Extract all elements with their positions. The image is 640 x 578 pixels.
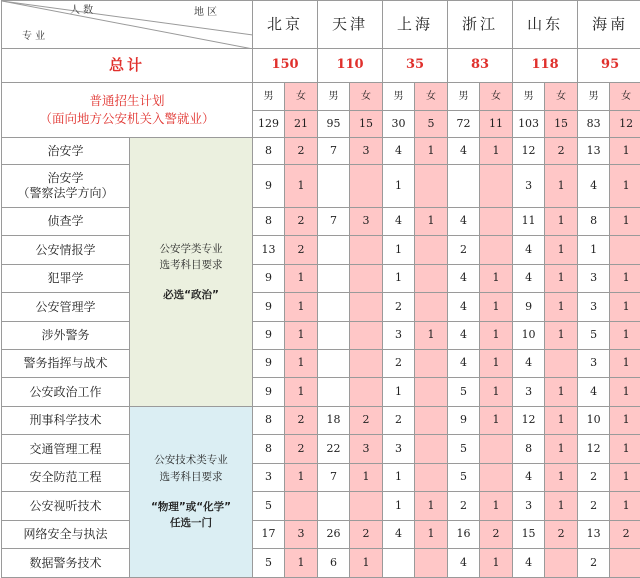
male-count: 8 (578, 208, 610, 236)
female-count (415, 407, 448, 435)
female-count: 1 (545, 208, 578, 236)
female-count: 1 (415, 138, 448, 165)
female-count: 1 (545, 293, 578, 322)
plan-count-female: 15 (350, 111, 383, 138)
male-count: 5 (448, 435, 480, 464)
female-count: 1 (350, 549, 383, 578)
male-count: 5 (448, 464, 480, 492)
female-count: 1 (415, 208, 448, 236)
major-row (2, 378, 640, 407)
female-count: 1 (480, 138, 513, 165)
major-name: 涉外警务 (2, 328, 129, 343)
male-count: 3 (253, 464, 285, 492)
major-name-cell (2, 138, 130, 165)
male-count: 4 (448, 549, 480, 578)
total-label: 总计 (2, 49, 253, 83)
male-count: 9 (448, 407, 480, 435)
male-label: 男 (318, 83, 350, 111)
female-count: 1 (285, 378, 318, 407)
female-count: 2 (285, 435, 318, 464)
plan-label-line2: （面向地方公安机关入警就业） (2, 110, 252, 128)
female-count: 1 (285, 165, 318, 208)
male-count: 5 (448, 378, 480, 407)
major-name: 安全防范工程 (2, 470, 129, 485)
plan-count-male: 83 (578, 111, 610, 138)
male-count: 12 (513, 407, 545, 435)
male-count: 6 (318, 549, 350, 578)
male-count: 4 (383, 138, 415, 165)
major-name-cell (2, 293, 130, 322)
major-row (2, 521, 640, 549)
male-count: 9 (253, 378, 285, 407)
requirement-emphasis: “物理”或“化学” (130, 499, 252, 515)
male-count: 9 (253, 165, 285, 208)
female-count (610, 549, 640, 578)
female-count: 2 (545, 138, 578, 165)
corner-label-count: 人 数 (70, 5, 93, 17)
plan-count-male: 129 (253, 111, 285, 138)
male-count: 9 (253, 322, 285, 350)
female-count: 1 (545, 492, 578, 521)
plan-count-female: 11 (480, 111, 513, 138)
major-name-cell (2, 265, 130, 293)
male-count: 1 (383, 265, 415, 293)
female-count: 1 (610, 350, 640, 378)
female-label: 女 (415, 83, 448, 111)
major-name: 治安学 (2, 144, 129, 159)
female-count (350, 265, 383, 293)
male-label: 男 (513, 83, 545, 111)
requirement-emphasis: 必选“政治” (130, 287, 252, 303)
requirement-emphasis: 任选一门 (130, 515, 252, 531)
female-count: 1 (610, 208, 640, 236)
female-count: 3 (285, 521, 318, 549)
major-name: 交通管理工程 (2, 442, 129, 457)
male-label: 男 (578, 83, 610, 111)
female-label: 女 (285, 83, 318, 111)
male-count (318, 350, 350, 378)
female-count: 2 (285, 407, 318, 435)
male-count: 3 (578, 265, 610, 293)
major-row (2, 464, 640, 492)
female-count (415, 464, 448, 492)
female-count: 1 (285, 265, 318, 293)
female-count: 1 (610, 165, 640, 208)
male-count: 1 (383, 464, 415, 492)
male-count: 2 (383, 293, 415, 322)
female-count (350, 322, 383, 350)
female-count (480, 435, 513, 464)
female-count: 1 (610, 435, 640, 464)
female-count: 3 (350, 435, 383, 464)
female-count: 1 (480, 378, 513, 407)
female-count: 1 (610, 492, 640, 521)
major-name: 治安学 (2, 171, 129, 186)
major-name: 公安政治工作 (2, 385, 129, 400)
male-count: 8 (253, 407, 285, 435)
male-count: 7 (318, 138, 350, 165)
male-count: 3 (383, 322, 415, 350)
male-count: 4 (448, 265, 480, 293)
female-count: 1 (545, 165, 578, 208)
male-count: 13 (578, 138, 610, 165)
female-count: 1 (415, 322, 448, 350)
female-count: 2 (350, 407, 383, 435)
major-row (2, 549, 640, 578)
corner-label-region: 地 区 (194, 7, 217, 19)
female-count: 1 (610, 138, 640, 165)
female-count: 1 (350, 464, 383, 492)
male-count: 10 (513, 322, 545, 350)
female-count (350, 378, 383, 407)
major-name: 公安视听技术 (2, 499, 129, 514)
female-count: 1 (285, 293, 318, 322)
male-count: 4 (513, 265, 545, 293)
total-value: 95 (578, 49, 640, 83)
female-label: 女 (350, 83, 383, 111)
male-count: 16 (448, 521, 480, 549)
total-value: 35 (383, 49, 448, 83)
region-header: 上海 (383, 1, 448, 49)
major-name: 侦查学 (2, 214, 129, 229)
male-count: 4 (448, 208, 480, 236)
female-count (480, 464, 513, 492)
male-count: 18 (318, 407, 350, 435)
total-row (2, 49, 640, 83)
major-row (2, 236, 640, 265)
female-count: 1 (285, 322, 318, 350)
female-count: 1 (610, 322, 640, 350)
male-count: 4 (513, 350, 545, 378)
plan-count-female: 21 (285, 111, 318, 138)
subject-requirement-cell (130, 407, 253, 578)
male-count: 2 (448, 236, 480, 265)
male-count: 2 (383, 407, 415, 435)
male-count (318, 378, 350, 407)
plan-count-female: 12 (610, 111, 640, 138)
male-count: 5 (578, 322, 610, 350)
major-name-cell (2, 350, 130, 378)
female-count (415, 236, 448, 265)
major-name-cell (2, 322, 130, 350)
female-count: 1 (545, 378, 578, 407)
major-name-cell (2, 378, 130, 407)
header-corner-cell (2, 1, 253, 49)
female-count: 2 (285, 208, 318, 236)
female-count: 1 (480, 492, 513, 521)
major-name-cell (2, 549, 130, 578)
male-count (318, 293, 350, 322)
region-header: 天津 (318, 1, 383, 49)
region-header: 北京 (253, 1, 318, 49)
plan-count-male: 103 (513, 111, 545, 138)
male-count: 5 (253, 492, 285, 521)
male-count: 2 (578, 464, 610, 492)
requirement-spacer (130, 485, 252, 499)
male-count: 12 (578, 435, 610, 464)
female-count: 1 (285, 549, 318, 578)
requirement-line: 选考科目要求 (130, 469, 252, 485)
female-count: 2 (480, 521, 513, 549)
male-count: 4 (383, 208, 415, 236)
requirement-spacer (130, 273, 252, 287)
female-count (480, 208, 513, 236)
male-count: 4 (448, 322, 480, 350)
male-label: 男 (383, 83, 415, 111)
female-count: 2 (350, 521, 383, 549)
male-count: 4 (448, 293, 480, 322)
male-label: 男 (448, 83, 480, 111)
region-header: 海南 (578, 1, 640, 49)
male-count: 11 (513, 208, 545, 236)
requirement-line: 公安技术类专业 (130, 452, 252, 468)
female-count (415, 265, 448, 293)
major-row (2, 407, 640, 435)
major-name: 公安管理学 (2, 300, 129, 315)
female-count: 1 (480, 293, 513, 322)
major-row (2, 138, 640, 165)
gender-header-row (2, 83, 640, 111)
male-count: 7 (318, 208, 350, 236)
female-count: 1 (545, 322, 578, 350)
female-count: 2 (285, 236, 318, 265)
female-count: 1 (610, 464, 640, 492)
male-count: 9 (513, 293, 545, 322)
male-count: 1 (383, 165, 415, 208)
male-count: 4 (448, 350, 480, 378)
male-count: 4 (448, 138, 480, 165)
male-count: 8 (253, 435, 285, 464)
major-row (2, 435, 640, 464)
female-count (415, 165, 448, 208)
plan-count-male: 95 (318, 111, 350, 138)
male-count (318, 322, 350, 350)
female-count: 1 (285, 464, 318, 492)
male-count: 22 (318, 435, 350, 464)
major-name: 数据警务技术 (2, 556, 129, 571)
requirement-line: 选考科目要求 (130, 257, 252, 273)
male-count (318, 165, 350, 208)
female-label: 女 (545, 83, 578, 111)
male-count: 8 (253, 138, 285, 165)
female-count: 1 (415, 492, 448, 521)
total-value: 110 (318, 49, 383, 83)
male-count: 7 (318, 464, 350, 492)
female-count (415, 549, 448, 578)
major-name-cell (2, 435, 130, 464)
region-header: 山东 (513, 1, 578, 49)
major-name-cell (2, 165, 130, 208)
major-name-cell (2, 464, 130, 492)
major-row (2, 293, 640, 322)
male-count: 4 (578, 165, 610, 208)
female-count (350, 492, 383, 521)
female-count: 1 (545, 265, 578, 293)
female-count: 1 (480, 350, 513, 378)
male-count: 4 (513, 464, 545, 492)
major-name: 犯罪学 (2, 271, 129, 286)
female-count: 1 (545, 236, 578, 265)
male-count: 13 (253, 236, 285, 265)
subject-requirement-cell (130, 138, 253, 407)
plan-count-male: 30 (383, 111, 415, 138)
male-count: 5 (253, 549, 285, 578)
male-count (318, 492, 350, 521)
male-count: 3 (383, 435, 415, 464)
female-count (415, 293, 448, 322)
male-count: 3 (513, 378, 545, 407)
plan-label-line1: 普通招生计划 (2, 92, 252, 110)
male-count (383, 549, 415, 578)
female-count (350, 293, 383, 322)
female-count (545, 350, 578, 378)
male-label: 男 (253, 83, 285, 111)
male-count: 3 (513, 165, 545, 208)
female-count (415, 378, 448, 407)
major-name: 公安情报学 (2, 243, 129, 258)
female-count (350, 236, 383, 265)
male-count (318, 236, 350, 265)
region-header: 浙江 (448, 1, 513, 49)
female-count (350, 350, 383, 378)
requirement-line: 公安学类专业 (130, 241, 252, 257)
major-name-cell (2, 236, 130, 265)
female-count: 1 (545, 407, 578, 435)
female-count: 1 (415, 521, 448, 549)
major-name-sub: （警察法学方向） (2, 186, 129, 201)
major-name: 警务指挥与战术 (2, 356, 129, 371)
female-count: 3 (350, 138, 383, 165)
male-count: 1 (383, 378, 415, 407)
enrollment-table (1, 0, 640, 578)
major-name: 刑事科学技术 (2, 413, 129, 428)
male-count: 4 (513, 236, 545, 265)
male-count: 9 (253, 265, 285, 293)
female-count (285, 492, 318, 521)
male-count (448, 165, 480, 208)
female-count: 1 (545, 435, 578, 464)
male-count: 17 (253, 521, 285, 549)
female-count: 1 (610, 378, 640, 407)
female-count: 2 (610, 521, 640, 549)
male-count: 3 (513, 492, 545, 521)
major-row (2, 165, 640, 208)
plan-count-male: 72 (448, 111, 480, 138)
major-name-cell (2, 407, 130, 435)
major-row (2, 208, 640, 236)
male-count: 1 (383, 492, 415, 521)
female-count (415, 350, 448, 378)
male-count: 10 (578, 407, 610, 435)
female-count: 1 (480, 549, 513, 578)
major-name-cell (2, 208, 130, 236)
male-count: 9 (253, 350, 285, 378)
plan-label-cell (2, 83, 253, 138)
female-count (415, 435, 448, 464)
male-count: 2 (383, 350, 415, 378)
male-count: 2 (448, 492, 480, 521)
male-count (318, 265, 350, 293)
total-value: 83 (448, 49, 513, 83)
corner-label-major: 专 业 (22, 31, 45, 43)
male-count: 26 (318, 521, 350, 549)
female-count: 1 (480, 407, 513, 435)
male-count: 15 (513, 521, 545, 549)
total-value: 150 (253, 49, 318, 83)
male-count: 8 (253, 208, 285, 236)
female-count: 1 (480, 265, 513, 293)
male-count: 4 (383, 521, 415, 549)
major-row (2, 350, 640, 378)
male-count: 2 (578, 549, 610, 578)
male-count: 4 (513, 549, 545, 578)
female-label: 女 (480, 83, 513, 111)
major-row (2, 265, 640, 293)
male-count: 1 (383, 236, 415, 265)
plan-count-female: 5 (415, 111, 448, 138)
female-count: 3 (350, 208, 383, 236)
male-count: 2 (578, 492, 610, 521)
female-count (545, 549, 578, 578)
female-count: 2 (285, 138, 318, 165)
female-count: 1 (610, 265, 640, 293)
female-count (610, 236, 640, 265)
female-count: 1 (610, 293, 640, 322)
female-count: 1 (545, 464, 578, 492)
male-count: 12 (513, 138, 545, 165)
major-name-cell (2, 492, 130, 521)
male-count: 9 (253, 293, 285, 322)
male-count: 8 (513, 435, 545, 464)
female-count: 1 (480, 322, 513, 350)
female-label: 女 (610, 83, 640, 111)
plan-count-female: 15 (545, 111, 578, 138)
male-count: 4 (578, 378, 610, 407)
major-row (2, 492, 640, 521)
male-count: 13 (578, 521, 610, 549)
female-count (350, 165, 383, 208)
male-count: 3 (578, 350, 610, 378)
male-count: 3 (578, 293, 610, 322)
female-count: 1 (285, 350, 318, 378)
female-count (480, 236, 513, 265)
major-name-cell (2, 521, 130, 549)
male-count: 1 (578, 236, 610, 265)
header-row (2, 1, 640, 49)
female-count: 2 (545, 521, 578, 549)
major-row (2, 322, 640, 350)
female-count (480, 165, 513, 208)
total-value: 118 (513, 49, 578, 83)
female-count: 1 (610, 407, 640, 435)
major-name: 网络安全与执法 (2, 527, 129, 542)
